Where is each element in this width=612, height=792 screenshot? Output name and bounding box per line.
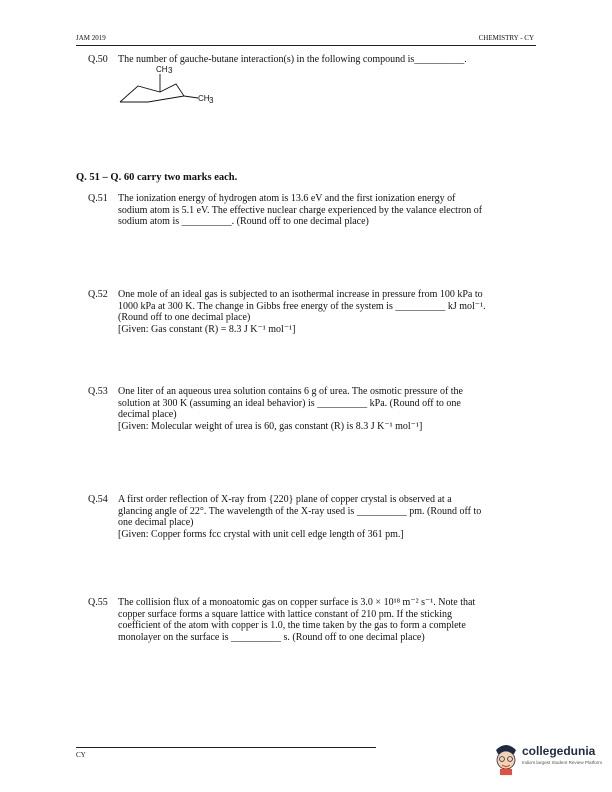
question-line: A first order reflection of X-ray from {220} plane of copper crystal is observed at a [118, 494, 452, 505]
question-number: Q.50 [88, 54, 108, 65]
methyl-label-axial: CH [156, 65, 168, 74]
section-heading: Q. 51 – Q. 60 carry two marks each. [76, 172, 238, 183]
header-left: JAM 2019 [76, 34, 106, 42]
question-line: copper surface forms a square lattice with lattice constant of 210 pm. If the sticking [118, 608, 453, 620]
brand-tagline: India's largest Student Review Platform [522, 760, 603, 765]
header-right: CHEMISTRY - CY [478, 34, 534, 42]
mascot-icon [492, 740, 520, 776]
header-rule [76, 45, 536, 46]
question-line: one decimal place) [118, 517, 194, 528]
ring-bonds [120, 84, 184, 102]
question-line: [Given: Copper forms fcc crystal with unit cell edge length of 361 pm.] [118, 528, 404, 540]
methyl-label-subscript-right: 3 [209, 96, 214, 105]
question-line: The collision flux of a monoatomic gas on copper surface is 3.0 × 10¹⁸ m⁻² s⁻¹. Note that [118, 597, 476, 608]
question-line: monolayer on the surface is __________ s. (Round off to one decimal place) [118, 631, 425, 643]
question-line: [Given: Molecular weight of urea is 60, gas constant (R) is 8.3 J K⁻¹ mol⁻¹] [118, 420, 423, 432]
question-51 [88, 193, 538, 228]
question-number: Q.54 [88, 494, 108, 505]
question-number: Q.53 [88, 386, 108, 397]
question-text: The number of gauche-butane interaction(s) in the following compound is__________. [118, 54, 467, 65]
brand-name: collegedunia [522, 744, 596, 758]
question-line: sodium atom is __________. (Round off to one decimal place) [118, 216, 369, 227]
question-number: Q.55 [88, 597, 108, 608]
question-line: coefficient of the atom with copper is 1.0, the time taken by the gas to form a complete [118, 620, 466, 631]
brand-logo [492, 738, 604, 778]
equatorial-bond [184, 96, 198, 98]
question-number: Q.52 [88, 289, 108, 300]
footer-rule [76, 747, 376, 748]
question-line: The ionization energy of hydrogen atom is 13.6 eV and the first ionization energy of [118, 193, 456, 204]
methyl-label-subscript-top: 3 [168, 66, 173, 75]
question-line: (Round off to one decimal place) [118, 312, 251, 323]
question-54 [88, 494, 538, 540]
question-52 [88, 289, 538, 335]
cyclohexane-structure [118, 62, 214, 112]
question-line: One liter of an aqueous urea solution contains 6 g of urea. The osmotic pressure of the [118, 386, 463, 397]
question-55 [88, 597, 538, 643]
question-line: glancing angle of 22°. The wavelength of the X-ray used is __________ pm. (Round off to [118, 505, 482, 517]
question-line: sodium atom is 5.1 eV. The effective nuclear charge experienced by the valance electron of [118, 204, 483, 216]
question-line: decimal place) [118, 409, 177, 420]
methyl-label-equatorial: CH [198, 94, 210, 103]
question-53 [88, 386, 538, 432]
question-line: [Given: Gas constant (R) = 8.3 J K⁻¹ mol⁻¹] [118, 323, 296, 335]
question-line: solution at 300 K (assuming an ideal behavior) is __________ kPa. (Round off to one [118, 397, 461, 409]
question-line: One mole of an ideal gas is subjected to an isothermal increase in pressure from 100 kPa to [118, 289, 483, 300]
question-number: Q.51 [88, 193, 108, 204]
footer-left: CY [76, 751, 86, 759]
question-line: 1000 kPa at 300 K. The change in Gibbs free energy of the system is __________ kJ mol⁻¹. [118, 300, 486, 312]
